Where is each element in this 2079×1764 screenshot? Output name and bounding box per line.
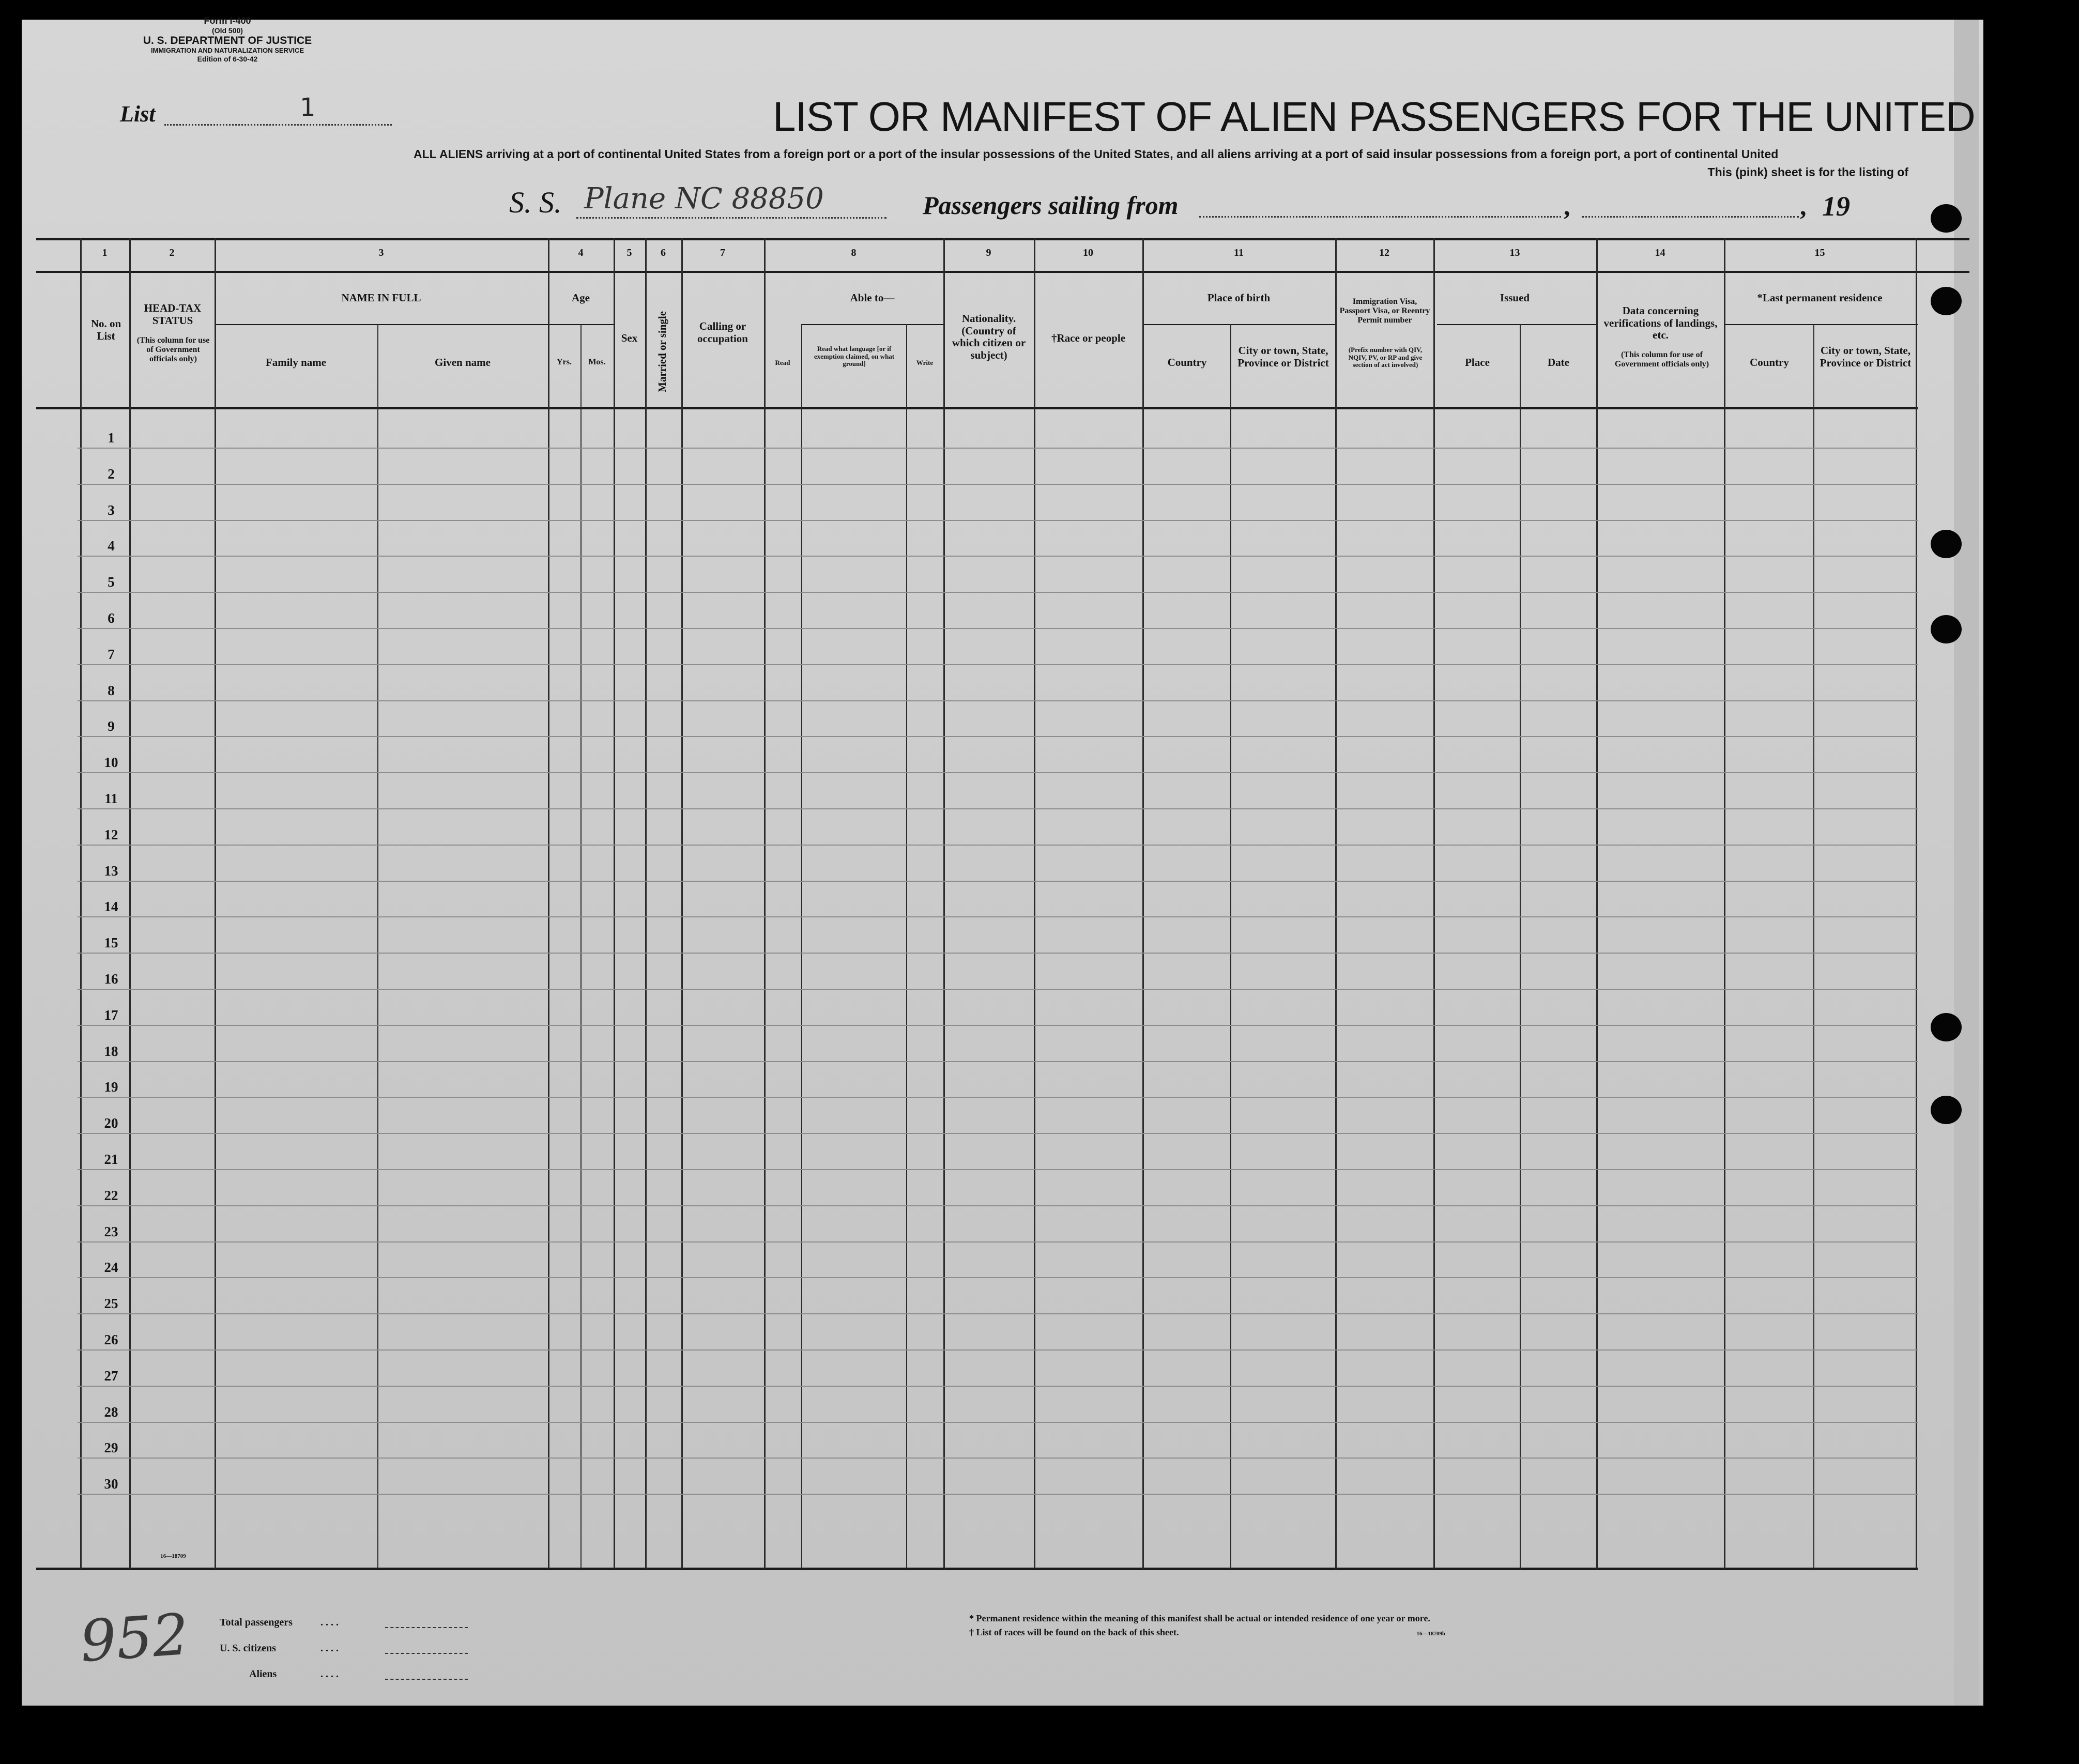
issued-subdivider [1437,324,1597,325]
col-divider [1433,238,1435,1569]
footnote-residence: * Permanent residence within the meaning of this manifest shall be actual or intended residence of one year or more. [969,1613,1430,1623]
edition: Edition of 6-30-42 [197,54,258,63]
footnotes [969,1612,1445,1639]
row-line [78,1241,1918,1243]
header-head-tax: HEAD-TAX STATUS [144,302,202,327]
old-form-number: (Old 500) [212,26,243,35]
header-data-note: (This column for use of Government officials only) [1614,350,1709,369]
comma: , [1800,192,1807,221]
header-given-name: Given name [435,356,491,369]
row-line [78,1386,1918,1387]
header-yrs: Yrs. [557,358,572,366]
column-number: 3 [378,247,384,258]
row-number: 20 [104,1115,118,1131]
handwritten-number: 952 [78,1601,191,1675]
header-last-residence: *Last permanent residence [1757,292,1883,304]
header-pob-city: City or town, State, Province or District [1237,344,1329,369]
row-number: 8 [108,683,115,698]
ss-line [576,217,886,219]
us-citizens-label: U. S. citizens [220,1643,276,1654]
row-number: 29 [104,1440,118,1455]
row-line [78,808,1918,809]
row-number: 1 [108,430,115,446]
row-number: 26 [104,1332,118,1347]
sailing-from-line [1199,216,1561,218]
sailing-label: Passengers sailing from [923,191,1179,220]
total-passengers-line [385,1627,468,1628]
page-title: LIST OR MANIFEST OF ALIEN PASSENGERS FOR THE UNITED [773,94,1975,140]
col-divider [645,238,647,1569]
row-number: 13 [104,863,118,879]
row-line [78,772,1918,773]
row-line [78,1133,1918,1134]
row-line [78,916,1918,917]
row-number: 11 [104,791,118,806]
header-data-landings: Data concerning verifications of landings, etc. [1603,304,1718,342]
col-divider [906,324,907,1569]
header-res-country: Country [1750,356,1789,369]
header-married: Married or single [656,311,668,392]
col-divider [1142,238,1144,1569]
row-line [78,664,1918,665]
print-code-2: 16—18709b [1416,1631,1446,1637]
header-write: Write [916,359,934,366]
row-line [78,881,1918,882]
column-number: 9 [986,247,991,258]
col-divider [681,238,683,1569]
header-calling: Calling or occupation [697,320,748,345]
row-line [78,736,1918,737]
punch-hole [1931,530,1962,558]
comma: , [1564,192,1570,221]
header-family-name: Family name [265,356,327,369]
col-divider [801,324,802,1569]
row-number: 30 [104,1476,118,1492]
col-divider [1520,324,1521,1569]
subtitle-2: This (pink) sheet is for the listing of [1707,165,1908,179]
header-place-of-birth: Place of birth [1207,292,1271,304]
row-line [78,484,1918,485]
row-line [78,1061,1918,1062]
header-visa-note: (Prefix number with QIV, NQIV, PV, or RP and give section of act involved) [1348,346,1423,369]
dots: . . . . [320,1617,339,1628]
column-number: 10 [1083,247,1093,258]
total-passengers-label: Total passengers [220,1617,293,1628]
date-line [1582,216,1799,218]
row-line [78,1422,1918,1423]
header-no-on-list: No. on List [90,317,121,342]
row-number: 24 [104,1260,118,1275]
header-nationality: Nationality. (Country of which citizen or subject) [952,312,1026,361]
row-number: 22 [104,1188,118,1203]
column-number: 12 [1379,247,1389,258]
header-bottom-border [36,407,1918,409]
row-number: 17 [104,1007,118,1023]
punch-hole [1931,204,1962,233]
row-line [78,989,1918,990]
row-number: 25 [104,1296,118,1311]
header-head-tax-note: (This column for use of Government officials only) [136,336,210,363]
column-number: 15 [1814,247,1825,258]
subtitle-1: ALL ALIENS arriving at a port of continental United States from a foreign port or a port of the insular possessions of the United States, and all aliens arriving at a port of said insular possessions from a foreign port, a port of continental United [414,147,1779,161]
list-label: List [120,101,156,127]
col-divider [1596,238,1598,1569]
row-number: 9 [108,718,115,734]
able-subdivider [801,324,943,325]
column-number: 13 [1509,247,1520,258]
row-number: 14 [104,899,118,914]
row-line [78,556,1918,557]
ss-value: Plane NC 88850 [584,182,824,216]
row-line [78,1494,1918,1495]
list-line [164,124,392,126]
header-issued-date: Date [1548,356,1569,369]
col-divider [1813,324,1814,1569]
row-line [78,1097,1918,1098]
punch-hole [1931,615,1962,643]
row-number: 28 [104,1404,118,1420]
age-subdivider [548,324,615,325]
row-number: 19 [104,1079,118,1095]
row-line [78,845,1918,846]
birth-subdivider [1142,324,1336,325]
row-number: 10 [104,755,118,770]
row-number: 3 [108,502,115,518]
header-sex: Sex [621,332,638,344]
row-number: 2 [108,466,115,482]
col-divider [943,238,945,1569]
col-divider [614,238,615,1569]
ss-label: S. S. [509,186,562,219]
header-race: †Race or people [1051,332,1126,344]
header-issued-place: Place [1465,356,1490,369]
header-age: Age [572,292,590,304]
header-issued: Issued [1500,292,1530,304]
punch-hole [1931,1096,1962,1124]
list-number: 1 [300,93,316,122]
row-line [78,448,1918,449]
row-line [78,1313,1918,1314]
column-number: 5 [626,247,632,258]
column-number: 7 [720,247,725,258]
row-number: 16 [104,971,118,987]
col-divider [1916,238,1917,1569]
row-line [78,1277,1918,1278]
row-line [78,1458,1918,1459]
column-number: 8 [851,247,857,258]
row-number: 21 [104,1152,118,1167]
residence-subdivider [1724,324,1918,325]
form-number: Form I-400 [204,16,251,26]
column-number: 2 [169,247,175,258]
column-number: 11 [1234,247,1244,258]
column-number: 1 [102,247,108,258]
row-line [78,1205,1918,1206]
row-line [78,1169,1918,1170]
row-line [78,520,1918,521]
aliens-line [385,1679,468,1680]
print-code: 16—18709 [160,1553,186,1559]
dots: . . . . [320,1668,339,1680]
header-name-in-full: NAME IN FULL [341,292,421,304]
footnote-races-text: † List of races will be found on the back of this sheet. [969,1627,1179,1637]
year-prefix: 19 [1822,191,1850,222]
service: IMMIGRATION AND NATURALIZATION SERVICE [150,46,304,54]
row-line [78,592,1918,593]
header-mos: Mos. [588,358,606,366]
table-top-border [36,238,1969,240]
row-number: 27 [104,1368,118,1384]
punch-hole [1931,1013,1962,1041]
header-res-city: City or town, State, Province or District [1820,344,1912,369]
col-divider [1230,324,1231,1569]
dots: . . . . [320,1643,339,1654]
row-line [78,700,1918,701]
number-row-border [36,271,1969,273]
row-number: 23 [104,1224,118,1239]
row-line [78,1025,1918,1026]
column-number: 14 [1655,247,1665,258]
header-pob-country: Country [1167,356,1207,369]
col-divider [580,324,582,1569]
header-read-what: Read what language [or if exemption claimed, on what ground] [814,345,895,368]
punch-hole [1931,287,1962,315]
col-divider [1335,238,1337,1569]
column-number: 4 [578,247,584,258]
row-number: 7 [108,647,115,662]
department: U. S. DEPARTMENT OF JUSTICE [143,34,312,47]
footnote-races [969,1625,1445,1639]
col-divider [377,324,378,1569]
table-bottom-border [36,1568,1918,1570]
form-header [98,16,357,63]
col-divider [548,238,549,1569]
row-number: 15 [104,935,118,950]
col-divider [764,238,766,1569]
column-number: 6 [661,247,666,258]
col-divider [80,238,82,1569]
header-read: Read [775,359,790,366]
col-divider [215,238,216,1569]
row-number: 12 [104,827,118,842]
row-number: 5 [108,574,115,590]
header-visa: Immigration Visa, Passport Visa, or Reentry Permit number [1339,297,1430,325]
row-line [78,628,1918,629]
row-number: 4 [108,538,115,554]
us-citizens-line [385,1653,468,1654]
aliens-label: Aliens [249,1668,277,1680]
row-number: 6 [108,610,115,626]
row-line [78,1349,1918,1351]
row-number: 18 [104,1044,118,1059]
col-divider [1724,238,1725,1569]
row-line [78,953,1918,954]
header-able-to: Able to— [850,292,895,304]
col-divider [1034,238,1035,1569]
